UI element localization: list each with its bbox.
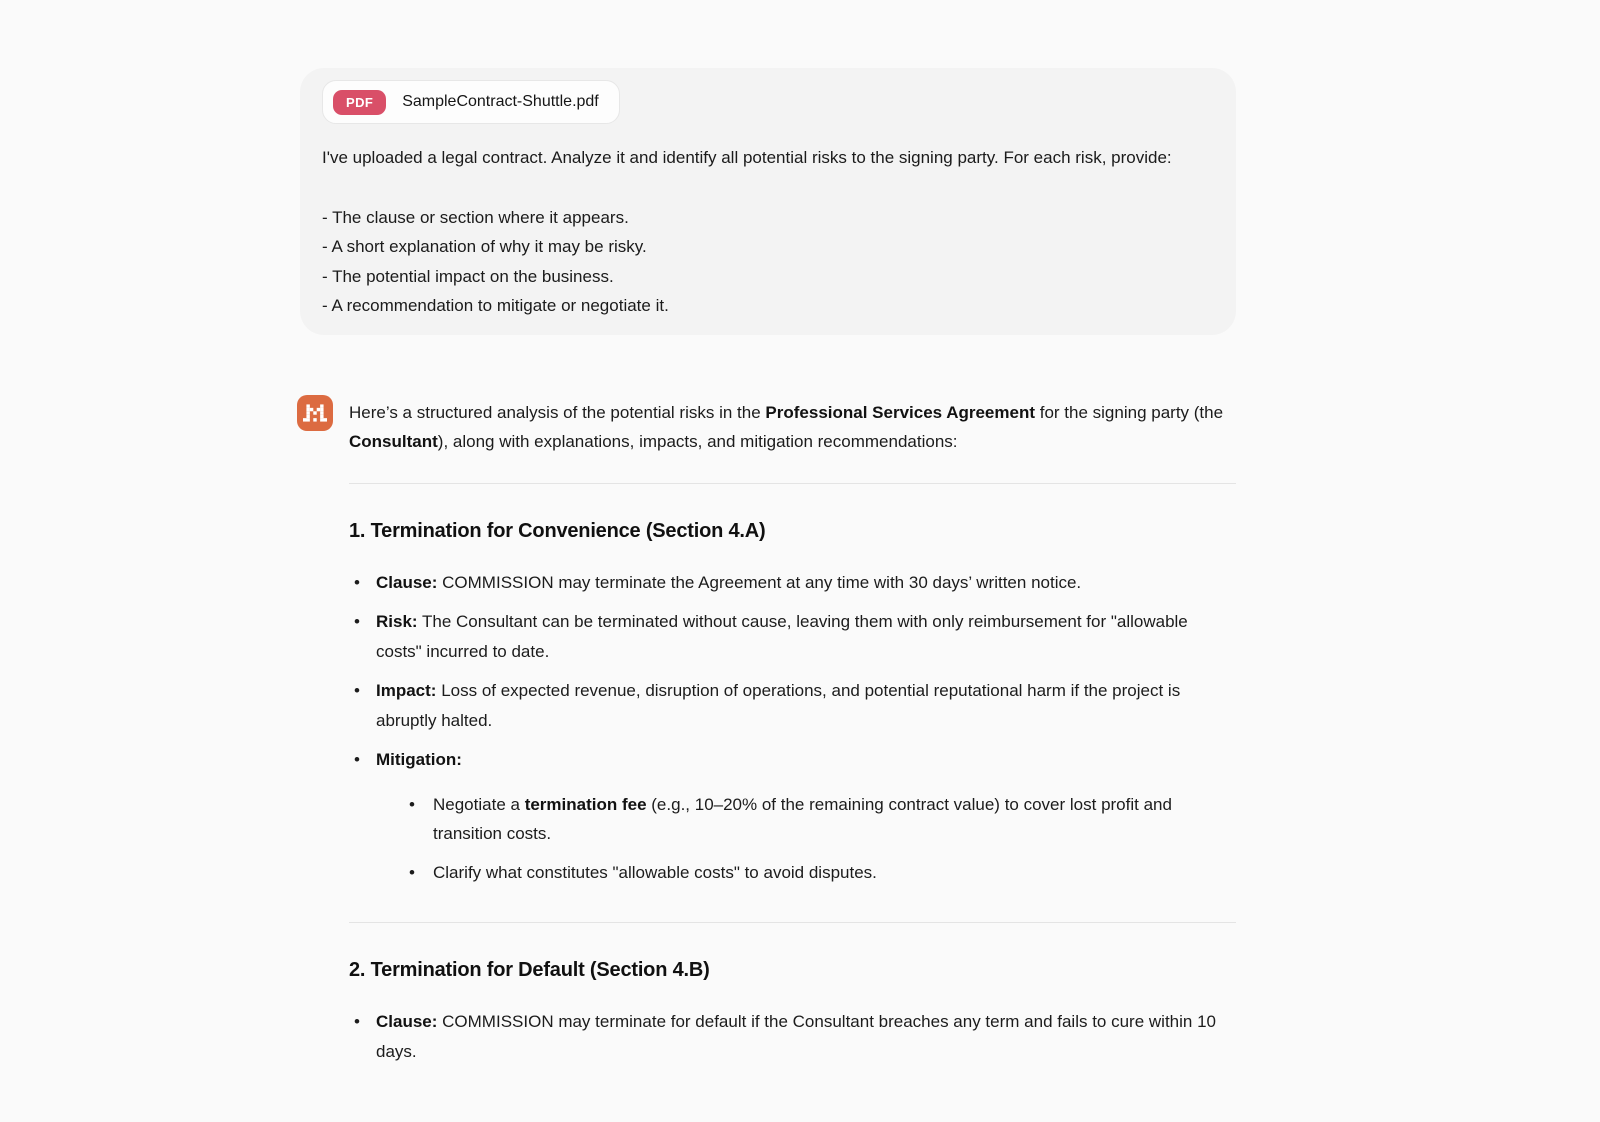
bullet-text: The Consultant can be terminated without cause, leaving them with only reimbursement for "allowable costs" incurred to date. — [376, 612, 1188, 661]
bullet-label: Clause: — [376, 572, 438, 592]
bullet-list — [349, 1007, 1236, 1066]
bullet-item — [349, 745, 1236, 896]
bullet-label: Mitigation: — [376, 750, 462, 769]
bullet-item — [349, 676, 1236, 735]
bullet-body — [376, 607, 1236, 666]
text-segment: (e.g., 10–20% of the remaining contract value) to cover lost profit and transition costs. — [433, 794, 1172, 843]
user-message-text: I've uploaded a legal contract. Analyze it and identify all potential risks to the signing party. For each risk, provide: — [322, 148, 1172, 167]
bullet-body — [376, 676, 1236, 735]
bullet-label: Impact: — [376, 681, 437, 700]
user-request-item: - A recommendation to mitigate or negotiate it. — [322, 296, 669, 315]
bullet-text: COMMISSION may terminate the Agreement at any time with 30 days’ written notice. — [437, 572, 1082, 592]
nested-bullet-body — [433, 790, 1236, 849]
assistant-logo-icon — [303, 402, 327, 424]
attachment-chip[interactable] — [322, 80, 620, 124]
chat-column — [300, 68, 1236, 1076]
bullet-marker: • — [354, 612, 360, 631]
bullet-text: Loss of expected revenue, disruption of operations, and potential reputational harm if the project is abruptly halted. — [376, 681, 1181, 730]
user-request-item: - A short explanation of why it may be risky. — [322, 237, 647, 256]
bullet-body — [376, 1007, 1236, 1066]
bullet-marker: • — [354, 1012, 360, 1031]
bullet-marker: • — [354, 572, 360, 592]
bullet-body — [376, 568, 1236, 598]
bullet-list — [349, 568, 1236, 897]
section-divider — [349, 922, 1236, 923]
section-heading: 2. Termination for Default (Section 4.B) — [349, 959, 710, 981]
assistant-sections — [349, 483, 1236, 1067]
text-segment: Here’s a structured analysis of the potential risks in the — [349, 402, 766, 422]
bullet-item — [349, 607, 1236, 666]
section-divider — [349, 483, 1236, 484]
nested-bullet-item — [376, 858, 1236, 888]
pdf-file-icon: PDF — [333, 90, 386, 115]
user-message-bubble — [300, 68, 1236, 335]
assistant-content — [349, 395, 1236, 1077]
assistant-message — [300, 395, 1236, 1077]
assistant-intro — [349, 398, 1236, 457]
text-segment: ), along with explanations, impacts, and mitigation recommendations: — [437, 432, 958, 451]
bullet-item — [349, 1007, 1236, 1066]
nested-bullet-body — [433, 858, 1236, 888]
user-request-item: - The clause or section where it appears. — [322, 207, 629, 227]
bullet-body — [376, 745, 1236, 896]
attachment-filename: SampleContract-Shuttle.pdf — [402, 93, 599, 110]
text-segment: Negotiate a — [433, 794, 525, 814]
bullet-marker: • — [409, 862, 415, 882]
user-request-list — [322, 203, 1212, 321]
section-heading: 1. Termination for Convenience (Section 4.A) — [349, 519, 766, 542]
bold-text: Professional Services Agreement — [765, 402, 1036, 422]
bullet-text: COMMISSION may terminate for default if the Consultant breaches any term and fails to cure within 10 days. — [376, 1012, 1216, 1061]
bullet-marker: • — [354, 681, 360, 700]
text-segment: Clarify what constitutes "allowable costs" to avoid disputes. — [433, 862, 877, 882]
bullet-marker: • — [354, 750, 360, 769]
user-request-item: - The potential impact on the business. — [322, 266, 614, 286]
bullet-item — [349, 568, 1236, 598]
text-segment: for the signing party (the — [1035, 402, 1224, 422]
bold-text: Consultant — [349, 432, 438, 451]
bullet-marker: • — [409, 794, 415, 814]
bullet-label: Clause: — [376, 1012, 438, 1031]
bold-text: termination fee — [524, 794, 647, 814]
bullet-label: Risk: — [376, 612, 418, 631]
assistant-avatar — [297, 395, 333, 431]
nested-bullet-list — [376, 790, 1236, 888]
nested-bullet-item — [376, 790, 1236, 849]
